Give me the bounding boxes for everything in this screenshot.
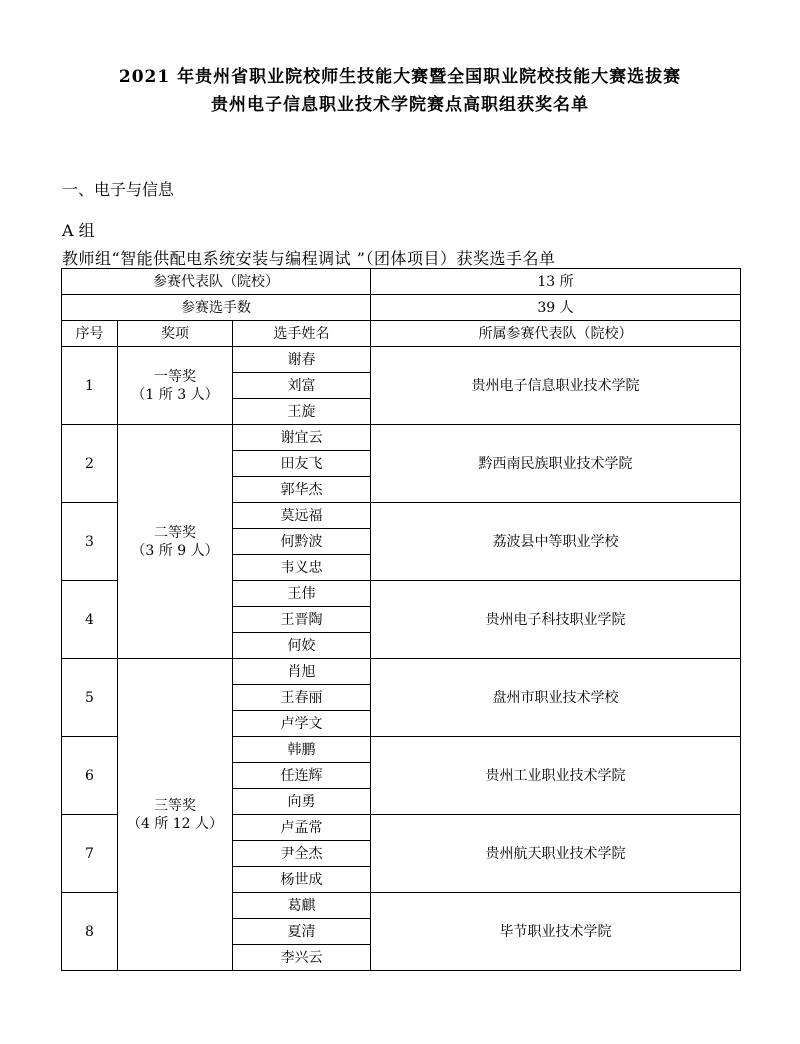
player-name: 莫远福 (233, 503, 371, 529)
player-name: 王春丽 (233, 685, 371, 711)
header-player: 选手姓名 (233, 321, 371, 347)
team-school: 黔西南民族职业技术学院 (371, 425, 741, 503)
team-school: 盘州市职业技术学校 (371, 659, 741, 737)
table-row (62, 425, 741, 451)
prize-detail: （1 所 3 人） (131, 386, 219, 403)
player-name: 刘富 (233, 373, 371, 399)
section-heading: 一、电子与信息 (62, 180, 175, 199)
table-row (62, 659, 741, 685)
player-name: 田友飞 (233, 451, 371, 477)
team-index: 3 (62, 503, 118, 581)
prize-label: 三等奖 (154, 797, 196, 814)
summary-teams-value: 13 所 (371, 269, 741, 295)
team-index: 2 (62, 425, 118, 503)
team-index: 8 (62, 893, 118, 971)
summary-row-teams (62, 269, 741, 295)
player-name: 夏清 (233, 919, 371, 945)
player-name: 尹全杰 (233, 841, 371, 867)
team-index: 5 (62, 659, 118, 737)
awards-table (61, 268, 741, 971)
summary-row-players (62, 295, 741, 321)
team-index: 4 (62, 581, 118, 659)
player-name: 谢宜云 (233, 425, 371, 451)
table-row (62, 347, 741, 373)
prize-label: 二等奖 (154, 524, 196, 541)
prize-cell-third (118, 659, 233, 971)
prize-cell-second (118, 425, 233, 659)
player-name: 何姣 (233, 633, 371, 659)
player-name: 王伟 (233, 581, 371, 607)
player-name: 卢孟常 (233, 815, 371, 841)
team-school: 贵州电子信息职业技术学院 (371, 347, 741, 425)
summary-teams-label: 参赛代表队（院校） (62, 269, 371, 295)
player-name: 杨世成 (233, 867, 371, 893)
team-index: 7 (62, 815, 118, 893)
summary-players-value: 39 人 (371, 295, 741, 321)
team-school: 荔波县中等职业学校 (371, 503, 741, 581)
header-team: 所属参赛代表队（院校） (371, 321, 741, 347)
table-caption: 教师组“智能供配电系统安装与编程调试 ”（团体项目）获奖选手名单 (62, 249, 556, 268)
team-school: 贵州航天职业技术学院 (371, 815, 741, 893)
player-name: 韩鹏 (233, 737, 371, 763)
player-name: 王晋陶 (233, 607, 371, 633)
summary-players-label: 参赛选手数 (62, 295, 371, 321)
player-name: 谢春 (233, 347, 371, 373)
player-name: 肖旭 (233, 659, 371, 685)
prize-detail: （3 所 9 人） (131, 542, 219, 559)
header-prize: 奖项 (118, 321, 233, 347)
document-title-line-1: 2021 年贵州省职业院校师生技能大赛暨全国职业院校技能大赛选拔赛 (118, 67, 682, 87)
player-name: 王旋 (233, 399, 371, 425)
player-name: 何黔波 (233, 529, 371, 555)
player-name: 卢学文 (233, 711, 371, 737)
document-title-line-2: 贵州电子信息职业技术学院赛点高职组获奖名单 (211, 95, 589, 115)
team-index: 6 (62, 737, 118, 815)
prize-label: 一等奖 (154, 368, 196, 385)
player-name: 葛麒 (233, 893, 371, 919)
team-school: 贵州工业职业技术学院 (371, 737, 741, 815)
player-name: 任连辉 (233, 763, 371, 789)
header-row (62, 321, 741, 347)
header-index: 序号 (62, 321, 118, 347)
team-index: 1 (62, 347, 118, 425)
team-school: 毕节职业技术学院 (371, 893, 741, 971)
prize-detail: （4 所 12 人） (126, 815, 224, 832)
group-label: A 组 (62, 221, 95, 240)
prize-cell-first (118, 347, 233, 425)
team-school: 贵州电子科技职业学院 (371, 581, 741, 659)
player-name: 李兴云 (233, 945, 371, 971)
player-name: 韦义忠 (233, 555, 371, 581)
player-name: 郭华杰 (233, 477, 371, 503)
player-name: 向勇 (233, 789, 371, 815)
